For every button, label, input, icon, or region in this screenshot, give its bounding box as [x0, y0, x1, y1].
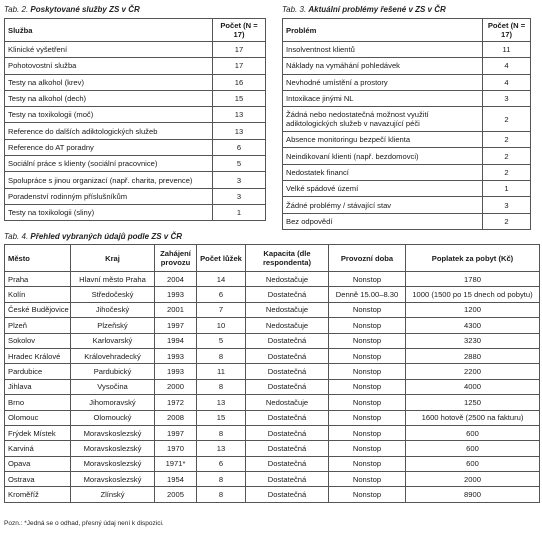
- tab2-cell: Poradenství rodinným příslušníkům: [5, 188, 213, 204]
- tab4-caption-num: Tab. 4.: [4, 232, 29, 241]
- tab4-cell: Praha: [5, 272, 71, 287]
- tab2-cell: Spolupráce s jinou organizací (např. charita, prevence): [5, 172, 213, 188]
- tab3-cell: Nevhodné umístění a prostory: [283, 74, 483, 90]
- tab4-cell: Sokolov: [5, 333, 71, 348]
- tab2-cell: Reference do AT poradny: [5, 139, 213, 155]
- tab2-cell: Pohotovostní služba: [5, 58, 213, 74]
- tab4-cell: 4000: [406, 379, 540, 394]
- tab4-cell: 8: [197, 425, 246, 440]
- tab4-cell: 2005: [155, 487, 197, 502]
- tab4-row: [5, 395, 540, 410]
- tab4-cell: Jihočeský: [71, 302, 155, 317]
- tab3-row: [283, 58, 531, 74]
- tab4-cell: Nonstop: [329, 318, 406, 333]
- tab2-header-count: Počet (N = 17): [213, 19, 266, 42]
- tab4-cell: Dostatečná: [246, 487, 329, 502]
- tab2-cell: 15: [213, 90, 266, 106]
- tab3-row: [283, 132, 531, 148]
- tab4-cell: Nonstop: [329, 472, 406, 487]
- tab4-cell: Moravskoslezský: [71, 441, 155, 456]
- tab2-caption-num: Tab. 2.: [4, 5, 29, 14]
- tab2-cell: 17: [213, 42, 266, 58]
- tab4-header-row: [5, 245, 540, 272]
- tab3-cell: Absence monitoringu bezpečí klienta: [283, 132, 483, 148]
- tab4-cell: Dostatečná: [246, 425, 329, 440]
- tab3-row: [283, 181, 531, 197]
- tab3-body: [283, 42, 531, 230]
- tab4-cell: 15: [197, 410, 246, 425]
- tab4-cell: Nedostačuje: [246, 318, 329, 333]
- tab4-cell: Nonstop: [329, 272, 406, 287]
- tab2-cell: 3: [213, 172, 266, 188]
- tab2-cell: 6: [213, 139, 266, 155]
- tab4-cell: 1000 (1500 po 15 dnech od pobytu): [406, 287, 540, 302]
- tab2-row: [5, 90, 266, 106]
- tab4-cell: 7: [197, 302, 246, 317]
- tab4-header-city: Město: [5, 245, 71, 272]
- tab3-cell: 2: [483, 213, 531, 229]
- tab4-cell: Nedostačuje: [246, 272, 329, 287]
- tab4-cell: Olomoucký: [71, 410, 155, 425]
- tab4-cell: 2001: [155, 302, 197, 317]
- tab4-cell: 4300: [406, 318, 540, 333]
- tab4-cell: Karlovarský: [71, 333, 155, 348]
- tab4-cell: České Budějovice: [5, 302, 71, 317]
- tab2-cell: Testy na toxikologii (moč): [5, 107, 213, 123]
- tab4-cell: Brno: [5, 395, 71, 410]
- tab4-cell: 1970: [155, 441, 197, 456]
- tab4-cell: Nonstop: [329, 302, 406, 317]
- tab4-cell: 8: [197, 348, 246, 363]
- tab3-row: [283, 90, 531, 106]
- tab4-cell: 1250: [406, 395, 540, 410]
- tab3-cell: 2: [483, 107, 531, 132]
- tab4-row: [5, 333, 540, 348]
- tab4-cell: Nonstop: [329, 333, 406, 348]
- tab3-header-row: [283, 19, 531, 42]
- tab4-row: [5, 487, 540, 502]
- tab4-cell: 10: [197, 318, 246, 333]
- tab3-cell: Insolventnost klientů: [283, 42, 483, 58]
- tab4-cell: Hradec Králové: [5, 348, 71, 363]
- tab3-caption-num: Tab. 3.: [282, 5, 307, 14]
- tab3-row: [283, 42, 531, 58]
- tab4-cell: Nonstop: [329, 425, 406, 440]
- tab4-cell: Dostatečná: [246, 441, 329, 456]
- tab2-cell: 13: [213, 107, 266, 123]
- tab4-cell: Frýdek Místek: [5, 425, 71, 440]
- tab4-cell: 2004: [155, 272, 197, 287]
- tab4-header-hours: Provozní doba: [329, 245, 406, 272]
- tab4-cell: 1972: [155, 395, 197, 410]
- tab4-cell: 1993: [155, 348, 197, 363]
- tab4-cell: Pardubický: [71, 364, 155, 379]
- tab3-cell: Žádné problémy / stávající stav: [283, 197, 483, 213]
- tab4-cell: Plzeň: [5, 318, 71, 333]
- tab2-row: [5, 74, 266, 90]
- tab4-cell: Dostatečná: [246, 287, 329, 302]
- tab4-cell: 2200: [406, 364, 540, 379]
- tab4-cell: Moravskoslezský: [71, 456, 155, 471]
- tab2-cell: 17: [213, 58, 266, 74]
- tab4-cell: 11: [197, 364, 246, 379]
- tab2-cell: Testy na alkohol (dech): [5, 90, 213, 106]
- tab2-table: [4, 18, 266, 221]
- tab4-cell: Dostatečná: [246, 410, 329, 425]
- tab4-cell: 5: [197, 333, 246, 348]
- tab2-row: [5, 204, 266, 220]
- tab3-header-count: Počet (N = 17): [483, 19, 531, 42]
- tab3-cell: Náklady na vymáhání pohledávek: [283, 58, 483, 74]
- tab4-cell: Dostatečná: [246, 364, 329, 379]
- tab4-cell: 1994: [155, 333, 197, 348]
- tab4-row: [5, 348, 540, 363]
- tab4-cell: Nedostačuje: [246, 395, 329, 410]
- tab2-row: [5, 42, 266, 58]
- tab2-cell: 5: [213, 156, 266, 172]
- tab2-header-service: Služba: [5, 19, 213, 42]
- tab4-table: [4, 244, 540, 503]
- tab2-cell: Testy na toxikologii (sliny): [5, 204, 213, 220]
- tab3-row: [283, 197, 531, 213]
- tab3-cell: 4: [483, 58, 531, 74]
- tab2-cell: Testy na alkohol (krev): [5, 74, 213, 90]
- tab4-cell: 2000: [406, 472, 540, 487]
- tab4-cell: 2880: [406, 348, 540, 363]
- tab4-cell: Dostatečná: [246, 472, 329, 487]
- tab4-cell: Dostatečná: [246, 348, 329, 363]
- tab4-row: [5, 472, 540, 487]
- tab4-cell: 13: [197, 441, 246, 456]
- tab4-row: [5, 302, 540, 317]
- tab2-row: [5, 172, 266, 188]
- tab4-row: [5, 456, 540, 471]
- tab3-cell: 3: [483, 197, 531, 213]
- tab4-cell: Olomouc: [5, 410, 71, 425]
- tab3-caption-title: Aktuální problémy řešené v ZS v ČR: [308, 5, 446, 14]
- tab4-cell: Opava: [5, 456, 71, 471]
- tab4-cell: 2000: [155, 379, 197, 394]
- tab3-cell: Žádná nebo nedostatečná možnost využití adiktologických služeb v navazující péči: [283, 107, 483, 132]
- tab4-cell: 600: [406, 456, 540, 471]
- tab3-row: [283, 148, 531, 164]
- tab4-cell: Moravskoslezský: [71, 472, 155, 487]
- tab4-cell: 1993: [155, 287, 197, 302]
- tab3-row: [283, 213, 531, 229]
- tab4-row: [5, 425, 540, 440]
- tab4-cell: Jihomoravský: [71, 395, 155, 410]
- tab4-cell: Nonstop: [329, 410, 406, 425]
- tab2-cell: Reference do dalších adiktologických služeb: [5, 123, 213, 139]
- tab4-cell: Nedostačuje: [246, 302, 329, 317]
- tab4-cell: 1993: [155, 364, 197, 379]
- tab2-header-row: [5, 19, 266, 42]
- tab4-cell: Nonstop: [329, 364, 406, 379]
- tab2-row: [5, 58, 266, 74]
- tab4-cell: Nonstop: [329, 395, 406, 410]
- tab3-cell: Bez odpovědí: [283, 213, 483, 229]
- tab4-cell: Nonstop: [329, 379, 406, 394]
- tab4-cell: 8900: [406, 487, 540, 502]
- tab4-cell: 8: [197, 379, 246, 394]
- tab4-cell: 2008: [155, 410, 197, 425]
- tab3-header-problem: Problém: [283, 19, 483, 42]
- tab4-note: Pozn.: *Jedná se o odhad, přesný údaj není k dispozici.: [4, 520, 164, 527]
- tab4-cell: 3230: [406, 333, 540, 348]
- tab3-caption: [282, 5, 446, 14]
- tab4-cell: 1997: [155, 318, 197, 333]
- tab4-header-capacity: Kapacita (dle respondenta): [246, 245, 329, 272]
- tab4-cell: 6: [197, 287, 246, 302]
- tab4-caption: [4, 232, 182, 241]
- tab2-cell: 3: [213, 188, 266, 204]
- tab4-cell: 13: [197, 395, 246, 410]
- tab2-cell: 16: [213, 74, 266, 90]
- tab4-cell: Denně 15.00–8.30: [329, 287, 406, 302]
- tab4-cell: 1971*: [155, 456, 197, 471]
- tab3-cell: 4: [483, 74, 531, 90]
- tab3-cell: 1: [483, 181, 531, 197]
- tab4-cell: 6: [197, 456, 246, 471]
- tab2-row: [5, 123, 266, 139]
- tab4-cell: Kolín: [5, 287, 71, 302]
- tab4-cell: 1954: [155, 472, 197, 487]
- tab4-cell: Dostatečná: [246, 379, 329, 394]
- tab4-header-beds: Počet lůžek: [197, 245, 246, 272]
- tab4-cell: 1780: [406, 272, 540, 287]
- tab4-cell: Nonstop: [329, 487, 406, 502]
- tab4-cell: 1997: [155, 425, 197, 440]
- tab4-cell: 1600 hotově (2500 na fakturu): [406, 410, 540, 425]
- tab4-row: [5, 379, 540, 394]
- tab4-cell: Jihlava: [5, 379, 71, 394]
- tab4-row: [5, 287, 540, 302]
- tab4-cell: 1200: [406, 302, 540, 317]
- tab4-cell: Dostatečná: [246, 333, 329, 348]
- tab3-row: [283, 107, 531, 132]
- tab4-cell: Královehradecký: [71, 348, 155, 363]
- tab4-cell: Ostrava: [5, 472, 71, 487]
- tab4-cell: Dostatečná: [246, 456, 329, 471]
- tab4-cell: Plzeňský: [71, 318, 155, 333]
- tab4-row: [5, 410, 540, 425]
- tab4-header-fee: Poplatek za pobyt (Kč): [406, 245, 540, 272]
- tab4-cell: Moravskoslezský: [71, 425, 155, 440]
- tab4-cell: Pardubice: [5, 364, 71, 379]
- tab2-body: [5, 42, 266, 221]
- tab4-cell: Karviná: [5, 441, 71, 456]
- tab4-row: [5, 318, 540, 333]
- tab4-cell: 8: [197, 472, 246, 487]
- tab2-caption-title: Poskytované služby ZS v ČR: [30, 5, 140, 14]
- tab4-cell: Středočeský: [71, 287, 155, 302]
- tab2-cell: 1: [213, 204, 266, 220]
- tab3-cell: 2: [483, 132, 531, 148]
- tab3-cell: 11: [483, 42, 531, 58]
- tab3-table: [282, 18, 531, 230]
- tab4-cell: Nonstop: [329, 456, 406, 471]
- tab3-cell: Neindikovaní klienti (např. bezdomovci): [283, 148, 483, 164]
- tab3-cell: 2: [483, 164, 531, 180]
- tab4-cell: Nonstop: [329, 348, 406, 363]
- tab4-header-start: Zahájení provozu: [155, 245, 197, 272]
- tab2-row: [5, 188, 266, 204]
- tab4-row: [5, 364, 540, 379]
- tab4-caption-title: Přehled vybraných údajů podle ZS v ČR: [30, 232, 182, 241]
- tab2-row: [5, 139, 266, 155]
- tab2-cell: 13: [213, 123, 266, 139]
- tab4-cell: 600: [406, 441, 540, 456]
- tab4-body: [5, 272, 540, 503]
- tab3-cell: Velké spádové území: [283, 181, 483, 197]
- tab4-cell: Nonstop: [329, 441, 406, 456]
- tab4-cell: Zlínský: [71, 487, 155, 502]
- tab3-cell: 3: [483, 90, 531, 106]
- tab4-cell: Kroměříž: [5, 487, 71, 502]
- tab3-cell: Nedostatek financí: [283, 164, 483, 180]
- tab2-row: [5, 156, 266, 172]
- tab2-cell: Klinické vyšetření: [5, 42, 213, 58]
- tab2-row: [5, 107, 266, 123]
- tab4-cell: Vysočina: [71, 379, 155, 394]
- tab4-cell: 14: [197, 272, 246, 287]
- tab4-row: [5, 441, 540, 456]
- tab4-cell: 8: [197, 487, 246, 502]
- tab3-row: [283, 74, 531, 90]
- tab3-cell: 2: [483, 148, 531, 164]
- tab4-cell: 600: [406, 425, 540, 440]
- tab3-row: [283, 164, 531, 180]
- tab4-row: [5, 272, 540, 287]
- tab2-cell: Sociální práce s klienty (sociální pracovnice): [5, 156, 213, 172]
- tab2-caption: [4, 5, 140, 14]
- tab4-cell: Hlavní město Praha: [71, 272, 155, 287]
- tab3-cell: Intoxikace jinými NL: [283, 90, 483, 106]
- tab4-header-region: Kraj: [71, 245, 155, 272]
